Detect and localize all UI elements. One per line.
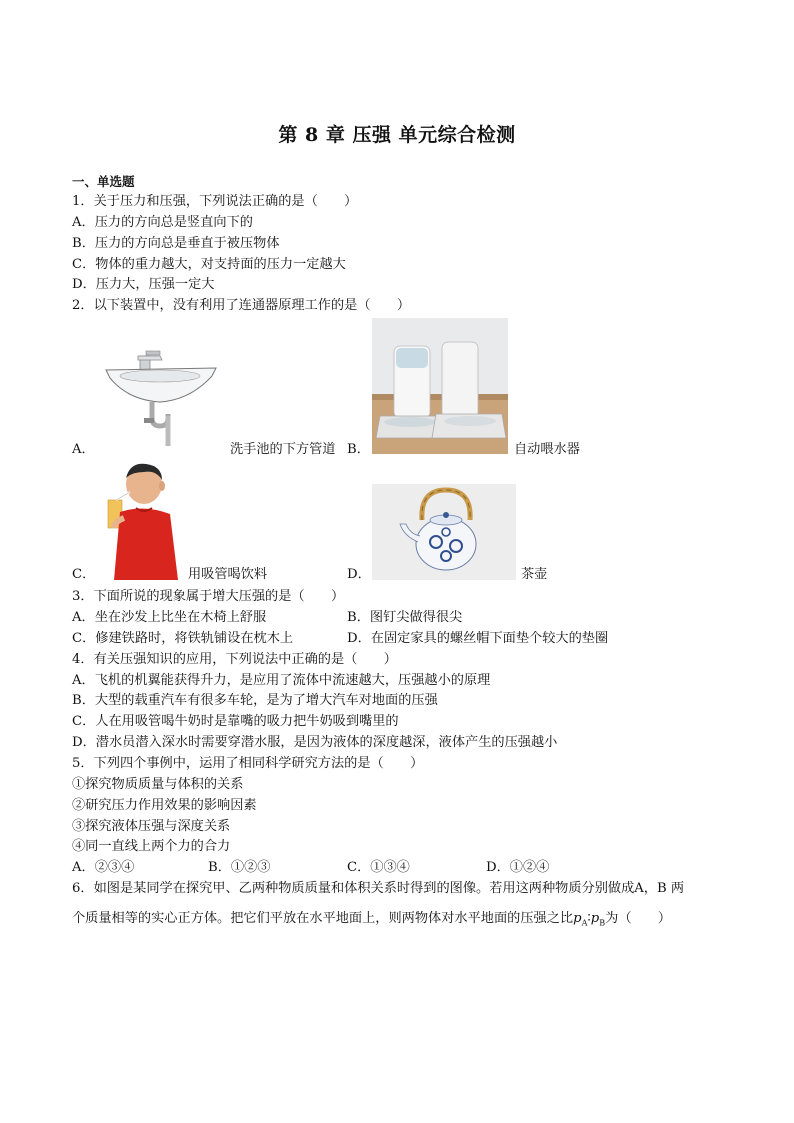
subscript-b: B [599, 918, 606, 928]
subscript-a: A [581, 918, 588, 928]
q6-line-2-end: 为（ ） [605, 911, 672, 926]
q5-item-3: ③探究液体压强与深度关系 [72, 819, 231, 834]
ratio-colon: ∶ [587, 911, 591, 926]
q5-item-1: ①探究物质质量与体积的关系 [72, 777, 244, 792]
q4-option-d: D．潜水员潜入深水时需要穿潜水服，是因为液体的深度越深，液体产生的压强越小 [72, 735, 558, 750]
q3-option-b: B．图钉尖做得很尖 [347, 610, 463, 625]
q6-line-1: 6．如图是某同学在探究甲、乙两种物质质量和体积关系时得到的图像。若用这两种物质分别做成A，B 两 [72, 881, 685, 896]
q5-option-a: A．②③④ [72, 860, 135, 875]
q2-option-d-letter: D． [347, 567, 371, 582]
q5-option-d: D．①②④ [486, 860, 550, 875]
q4-option-b: B．大型的载重汽车有很多车轮，是为了增大汽车对地面的压强 [72, 693, 438, 708]
q2-option-a-letter: A． [72, 442, 95, 457]
q4-option-a: A．飞机的机翼能获得升力，是应用了流体中流速越大，压强越小的原理 [72, 673, 491, 688]
q1-option-a: A．压力的方向总是竖直向下的 [72, 215, 253, 230]
page-title: 第 8 章 压强 单元综合检测 [278, 124, 516, 146]
section-heading: 一、单选题 [72, 174, 135, 189]
q4-stem: 4．有关压强知识的应用，下列说法中正确的是（ ） [72, 652, 397, 667]
q2-option-b-letter: B． [347, 442, 370, 457]
q2-option-a-caption: 洗手池的下方管道 [230, 442, 336, 457]
q2-option-b-caption: 自动喂水器 [514, 442, 580, 457]
pet-water-dispenser-image [372, 318, 508, 454]
teapot-image [372, 484, 516, 580]
q3-stem: 3．下面所说的现象属于增大压强的是（ ） [72, 589, 345, 604]
q2-stem: 2．以下装置中，没有利用了连通器原理工作的是（ ） [72, 298, 411, 313]
q5-item-4: ④同一直线上两个力的合力 [72, 839, 231, 854]
q2-option-c-letter: C． [72, 567, 96, 582]
q1-stem: 1．关于压力和压强，下列说法正确的是（ ） [72, 194, 358, 209]
q4-option-c: C．人在用吸管喝牛奶时是靠嘴的吸力把牛奶吸到嘴里的 [72, 714, 399, 729]
q3-option-d: D．在固定家具的螺丝帽下面垫个较大的垫圈 [347, 631, 609, 646]
q5-item-2: ②研究压力作用效果的影响因素 [72, 798, 257, 813]
q1-option-b: B．压力的方向总是垂直于被压物体 [72, 236, 280, 251]
q5-option-c: C．①③④ [347, 860, 410, 875]
q2-option-c-caption: 用吸管喝饮料 [188, 567, 268, 582]
q5-option-b: B．①②③ [208, 860, 271, 875]
q1-option-c: C．物体的重力越大，对支持面的压力一定越大 [72, 257, 346, 272]
q3-option-a: A．坐在沙发上比坐在木椅上舒服 [72, 610, 267, 625]
q6-line-2-text: 个质量相等的实心正方体。把它们平放在水平地面上，则两物体对水平地面的压强之比 [72, 911, 574, 926]
q2-option-d-caption: 茶壶 [521, 567, 548, 582]
q1-option-d: D．压力大，压强一定大 [72, 277, 215, 292]
q5-stem: 5．下列四个事例中，运用了相同科学研究方法的是（ ） [72, 756, 424, 771]
pressure-symbol-b: p [590, 911, 600, 926]
q3-option-c: C．修建铁路时，将铁轨铺设在枕木上 [72, 631, 294, 646]
pressure-symbol-a: p [573, 911, 582, 926]
boy-drinking-straw-image [100, 462, 180, 580]
q6-line-2 [72, 910, 671, 933]
sink-image [100, 348, 220, 448]
